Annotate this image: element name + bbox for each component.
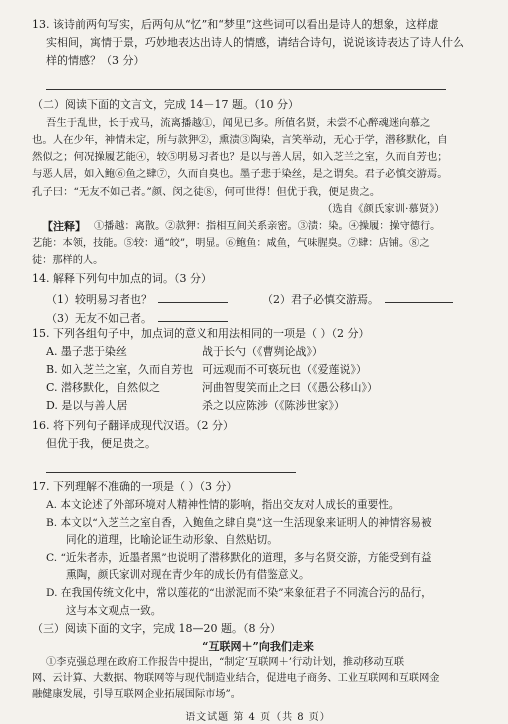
notes-line-3: 徒：那样的人。 — [32, 255, 104, 267]
q14-stem: 14. 解释下列句中加点的词。（3 分） — [32, 272, 212, 286]
passage-source: （选自《颜氏家训·慕贤》） — [322, 202, 445, 215]
passage-line-1: 吾生于乱世，长于戎马，流离播越①，闻见已多。所值名贤，未尝不心醉魂迷向慕之 — [46, 116, 431, 129]
article-para-line-3: 融健康发展，引导互联网企业拓展国际市场”。 — [32, 688, 241, 700]
q16-sentence: 但优于我，便足贵之。 — [46, 437, 156, 450]
q14-item-2 — [262, 290, 453, 307]
q15-option-d-right: 杀之以应陈涉（《陈涉世家》） — [202, 399, 345, 412]
q17-option-b-line-2: 同化的道理，比喻论证生动形象、自然贴切。 — [66, 533, 278, 546]
article-para-line-2: 网、云计算、大数据、物联网等与现代制造业结合，促进电子商务、工业互联网和互联网金 — [32, 672, 440, 684]
q17-option-d-line-2: 这与本文观点一致。 — [66, 604, 162, 617]
q15-option-b-left: B. 如入芝兰之室，久而自芳也 — [46, 362, 194, 376]
article-para-line-1: ①李克强总理在政府工作报告中提出，“制定‘互联网＋’行动计划，推动移动互联 — [46, 656, 405, 668]
q17-option-d-line-1: D. 在我国传统文化中，常以莲花的“出淤泥而不染”来象征君子不同流合污的品行， — [46, 587, 432, 600]
q15-stem: 15. 下列各组句子中，加点词的意义和用法相同的一项是（ ）（2 分） — [32, 326, 370, 340]
section-2-header: （二）阅读下面的文言文，完成 14－17 题。（10 分） — [32, 97, 299, 111]
q13-answer-line[interactable] — [46, 89, 446, 90]
q13-line-2: 实相间，寓情于景，巧妙地表达出诗人的情感，请结合诗句，说说该诗表达了诗人什么 — [46, 36, 464, 50]
passage-line-2: 也。人在少年，神情未定，所与款狎②，熏渍③陶染，言笑举动，无心于学，潜移默化，自 — [32, 133, 448, 146]
q13-line-1: 13. 该诗前两句写实，后两句从“忆”和“梦里”这些词可以看出是诗人的想象，这样虚 — [32, 18, 439, 31]
q14-blank-1[interactable] — [158, 290, 228, 303]
q13-line-3: 样的情感？（3 分） — [46, 54, 145, 68]
q16-answer-line[interactable] — [46, 472, 296, 473]
passage-line-4: 与恶人居，如入鲍⑥鱼之肆⑦，久而自臭也。墨子悲于染丝，是之谓矣。君子必慎交游焉。 — [32, 168, 448, 181]
q17-stem: 17. 下列理解不准确的一项是（ ）（3 分） — [32, 479, 238, 493]
notes-line-1: ①播越：离散。②款狎：指相互间关系亲密。③渍：染。④操履：操守德行。 — [94, 220, 441, 232]
page-footer: 语文试题 第 4 页（共 8 页） — [185, 711, 331, 723]
q17-option-c-line-1: C. “近朱者赤，近墨者黑”也说明了潜移默化的道理，多与名贤交游，方能受到有益 — [46, 552, 432, 565]
q14-blank-2[interactable] — [385, 290, 453, 303]
notes-label: 【注释】 — [42, 219, 86, 233]
section-3-header: （三）阅读下面的文字，完成 18—20 题。（8 分） — [32, 621, 281, 635]
q15-option-c-left: C. 潜移默化，自然似之 — [46, 380, 161, 394]
q14-item-1 — [46, 290, 228, 307]
notes-line-2: 艺能：本领，技能。⑤较：通“皎”，明显。⑥鲍鱼：咸鱼，气味腥臭。⑦肆：店铺。⑧之 — [32, 238, 430, 249]
q14-item-2-text: （2）君子必慎交游焉。 — [262, 293, 379, 307]
q15-option-d-left: D. 是以与善人居 — [46, 399, 128, 412]
q14-item-3-text: （3）无友不如己者。 — [46, 311, 152, 325]
q15-option-a-right: 战于长勺（《曹刿论战》） — [202, 344, 323, 358]
q14-blank-3[interactable] — [158, 309, 228, 322]
article-title: “互联网＋”向我们走来 — [202, 639, 314, 653]
q15-option-c-right: 河曲智叟笑而止之曰（《愚公移山》） — [202, 380, 378, 394]
q16-stem: 16. 将下列句子翻译成现代汉语。（2 分） — [32, 418, 234, 432]
q14-item-3 — [46, 309, 228, 326]
q15-option-a-left: A. 墨子悲于染丝 — [46, 344, 127, 358]
q14-item-1-text: （1）较明易习者也？ — [46, 293, 152, 307]
q15-option-b-right: 可远观而不可亵玩也（《爱莲说》） — [202, 362, 367, 376]
q17-option-b-line-1: B. 本文以“入芝兰之室自香，入鲍鱼之肆自臭”这一生活现象来证明人的神情容易被 — [46, 516, 432, 529]
passage-line-3: 然似之；何况操履艺能④，较⑤明易习者也？是以与善人居，如入芝兰之室，久而自芳也； — [32, 151, 448, 164]
q17-option-a: A. 本文论述了外部环境对人精神性情的影响，指出交友对人成长的重要性。 — [46, 498, 400, 511]
q17-option-c-line-2: 熏陶，颜氏家训对现在青少年的成长仍有借鉴意义。 — [66, 569, 310, 582]
passage-line-5: 孔子曰：“无友不如己者。”颜、闵之徒⑧，何可世得！但优于我，便足贵之。 — [32, 185, 381, 198]
